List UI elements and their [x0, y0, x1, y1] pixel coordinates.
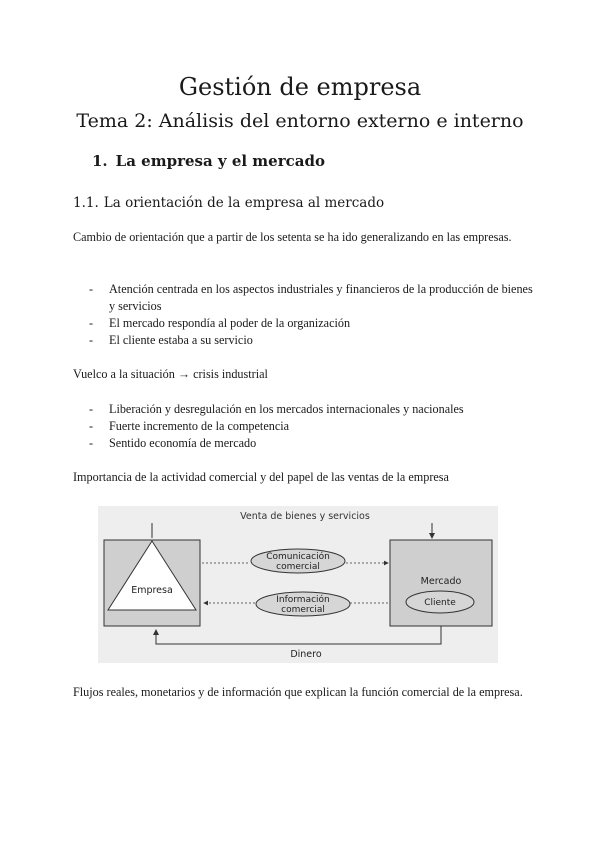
list-item-text: Atención centrada en los aspectos industriales y financieros de la producción de bienes y servicios	[109, 282, 533, 313]
section-number: 1.	[92, 152, 108, 170]
subsection-heading	[73, 193, 384, 213]
list-item-text: Liberación y desregulación en los mercados internacionales y nacionales	[109, 402, 464, 416]
list-item-text: Sentido economía de mercado	[109, 436, 257, 450]
paragraph-crisis: Vuelco a la situación → crisis industrial	[73, 367, 268, 381]
comunicacion-label-line1: Comunicación	[266, 552, 330, 562]
paragraph-commercial-importance: Importancia de la actividad comercial y del papel de las ventas de la empresa	[73, 470, 449, 484]
informacion-label-line1: Información	[276, 595, 330, 605]
list-item	[73, 418, 533, 435]
list-marker: -	[89, 316, 94, 330]
list-item	[73, 401, 533, 418]
list-marker: -	[89, 333, 94, 347]
list-item-text: El mercado respondía al poder de la organización	[109, 316, 351, 330]
list-item	[73, 315, 533, 332]
list-marker: -	[89, 282, 94, 296]
empresa-label: Empresa	[131, 585, 173, 596]
section-title: La empresa y el mercado	[115, 152, 325, 170]
document-subtitle: Tema 2: Análisis del entorno externo e interno	[76, 110, 524, 132]
money-flow-label: Dinero	[290, 649, 322, 660]
list-marker: -	[89, 419, 94, 433]
subsection-number: 1.1.	[73, 195, 99, 211]
comunicacion-label-line2: comercial	[276, 562, 320, 572]
document-title: Gestión de empresa	[178, 73, 422, 101]
mercado-label: Mercado	[420, 576, 462, 587]
bullet-list-before	[73, 281, 533, 349]
list-item-text: Fuerte incremento de la competencia	[109, 419, 290, 433]
section-heading	[92, 150, 325, 172]
sales-flow-label: Venta de bienes y servicios	[240, 511, 370, 522]
list-item-text: El cliente estaba a su servicio	[109, 333, 253, 347]
paragraph-flows: Flujos reales, monetarios y de información que explican la función comercial de la empresa.	[73, 685, 523, 699]
list-marker: -	[89, 402, 94, 416]
list-item	[73, 332, 533, 349]
list-marker: -	[89, 436, 94, 450]
informacion-label-line2: comercial	[281, 605, 325, 615]
bullet-list-after	[73, 401, 533, 452]
subsection-title: La orientación de la empresa al mercado	[103, 195, 385, 211]
commercial-function-diagram	[98, 506, 498, 663]
list-item	[73, 435, 533, 452]
paragraph-orientation-change: Cambio de orientación que a partir de los setenta se ha ido generalizando en las empresas.	[73, 230, 512, 244]
cliente-label: Cliente	[424, 598, 456, 608]
list-item	[73, 281, 533, 315]
